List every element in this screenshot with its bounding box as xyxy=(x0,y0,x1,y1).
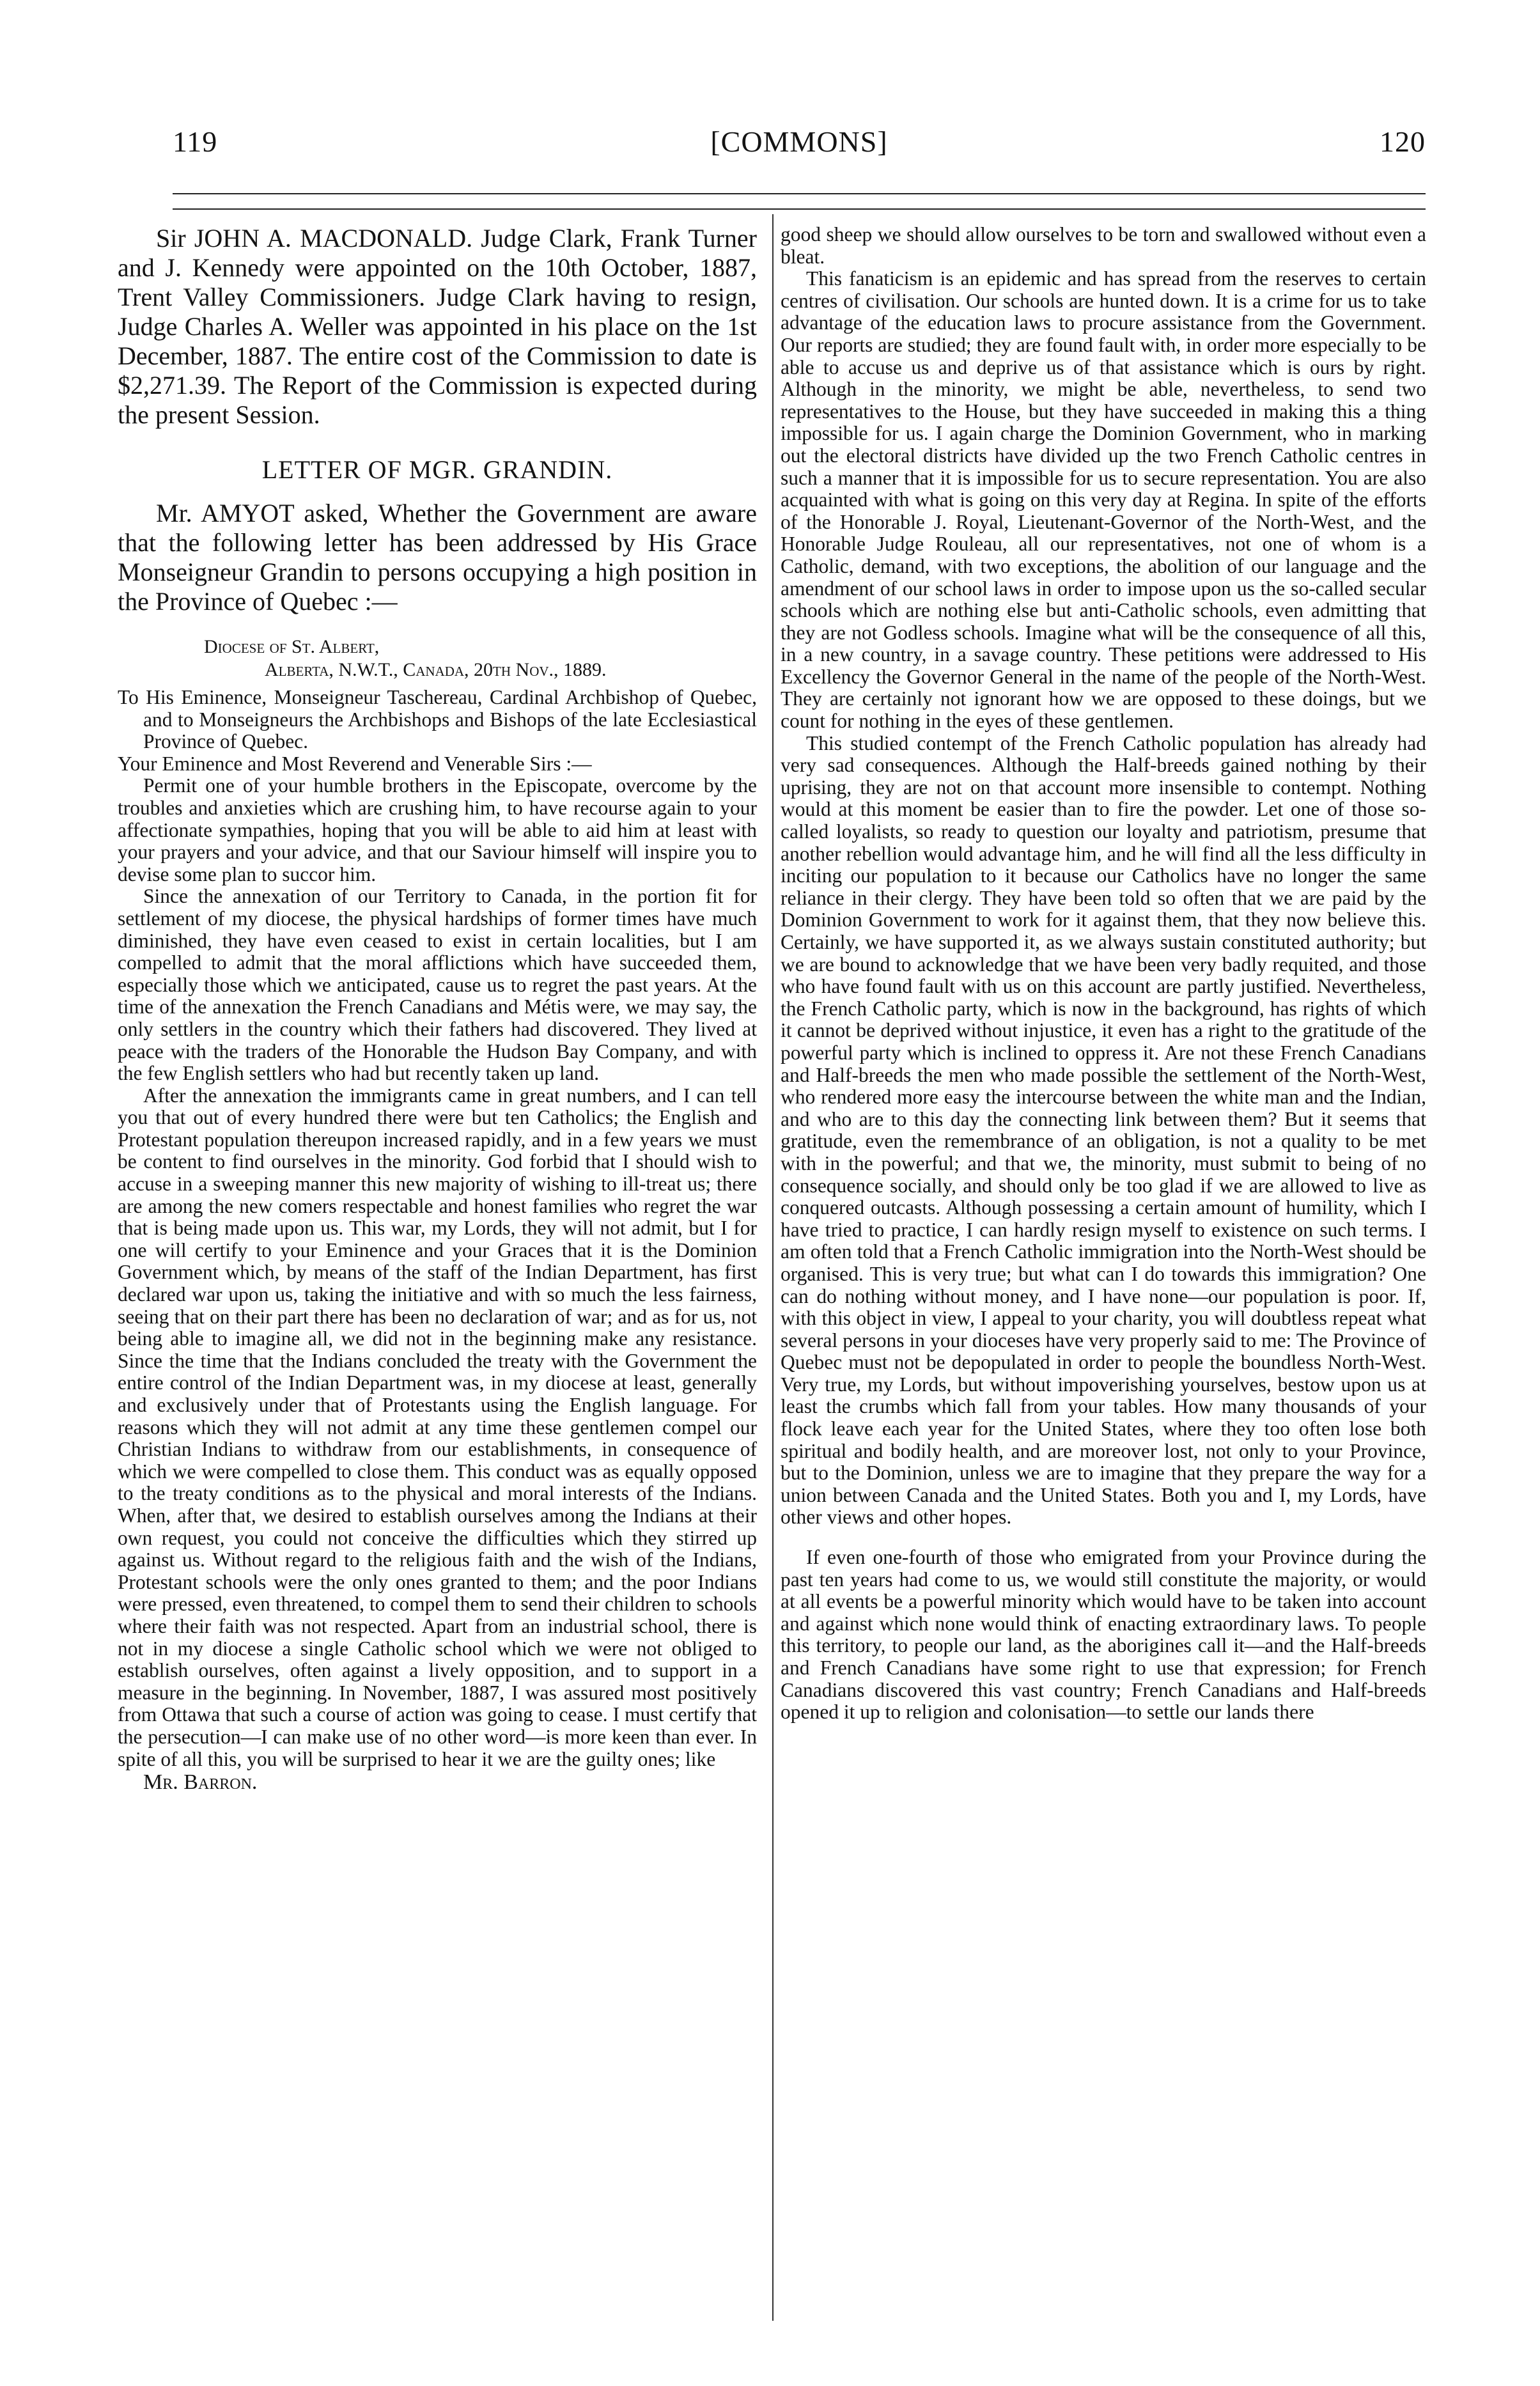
amyot-question: Mr. AMYOT asked, Whether the Government are aware that the following letter has been addressed by His Grace Monseigneur Grandin to persons occupying a high position in the Province of Quebec :— xyxy=(118,499,757,616)
letter-paragraph: This studied contempt of the French Catholic population has already had very sad consequences. Although the Half-breeds gained nothing by their uprising, they are not on that account more insensible to contempt. Nothing would at this moment be easier than to fire the powder. Let one of those so-called loyalists, so ready to question our loyalty and patriotism, presume that another rebellion would advantage him, and he will find all the less difficulty in inciting our population to it because our Catholics have no longer the same reliance in their clergy. They have been told so often that we are paid by the Dominion Government to work for it against them, that they now believe this. Certainly, we have supported it, as we always sustain constituted authority; but we are bound to acknowledge that we have been very badly requited, and those who have found fault with us on this account are partly justified. Nevertheless, the French Catholic party, which is now in the background, has rights of which it cannot be deprived without injustice, it even has a right to the gratitude of the powerful party which is inclined to oppress it. Are not these French Canadians and Half-breeds the men who made possible the settlement of the North-West, who rendered more easy the intercourse between the white man and the Indian, and who are to this day the connecting link between them? But it seems that gratitude, even the remembrance of an obligation, is not a quality to be met with in the powerful; and that we, the minority, must submit to being of no consequence socially, and should only be too glad if we are allowed to live as conquered outcasts. Although possessing a certain amount of humility, which I have tried to practice, I can hardly resign myself to existence on such terms. I am often told that a French Catholic immigration into the North-West should be organised. This is very true; but what can I do towards this immigration? One can do nothing without money, and I have none—our population is poor. If, with this object in view, I appeal to your charity, you will doubtless repeat what several persons in your dioceses have very properly said to me: The Province of Quebec must not be depopulated in order to people the boundless North-West. Very true, my Lords, but without impoverishing yourselves, bestow upon us at least the crumbs which fall from your tables. How many thousands of your flock leave each year for the United States, where they too often lose both spiritual and bodily health, and are moreover lost, not only to your Province, but to the Dominion, unless we are to imagine that they prepare the way for a union between Canada and the United States. Both you and I, my Lords, have other views and other hopes. xyxy=(781,731,1426,1529)
header-rule-bottom xyxy=(173,208,1426,210)
letter-salutation: Your Eminence and Most Reverend and Venerable Sirs :— xyxy=(118,752,592,775)
letter-paragraph: Permit one of your humble brothers in the Episcopate, overcome by the troubles and anxieties which are crushing him, to have recourse again to your affectionate sympathies, hoping that you will be able to aid him at least with your prayers and your advice, and that our Saviour himself will inspire you to devise some plan to succor him. xyxy=(118,774,757,885)
letter-dateline xyxy=(118,635,757,682)
running-head: [COMMONS] xyxy=(710,125,888,158)
letter-addressee: To His Eminence, Monseigneur Taschereau, Cardinal Archbishop of Quebec, and to Monseigneurs the Archbishops and Bishops of the late Ecclesiastical Province of Quebec. xyxy=(118,686,757,753)
page-header xyxy=(173,125,1426,176)
dateline-place-date: Alberta, N.W.T., Canada, 20th Nov., 1889. xyxy=(265,659,607,680)
header-rule-top xyxy=(173,193,1426,194)
letter-continuation xyxy=(781,224,1426,1724)
left-column xyxy=(118,224,757,1795)
paragraph-gap xyxy=(781,1529,1426,1547)
right-column xyxy=(781,224,1426,1724)
page-number-left: 119 xyxy=(173,125,218,158)
column-divider xyxy=(772,214,774,2321)
macdonald-answer: Sir JOHN A. MACDONALD. Judge Clark, Frank Turner and J. Kennedy were appointed on the 10th October, 1887, Trent Valley Commissioners. Judge Clark having to resign, Judge Charles A. Weller was appointed in his place on the 1st December, 1887. The entire cost of the Commission to date is $2,271.39. The Report of the Commission is expected during the present Session. xyxy=(118,224,757,429)
letter-body xyxy=(118,687,757,1770)
speaker-footer: Mr. Barron. xyxy=(143,1770,258,1795)
section-heading: LETTER OF MGR. GRANDIN. xyxy=(261,455,613,484)
dateline-diocese: Diocese of St. Albert, xyxy=(204,636,380,657)
letter-paragraph: good sheep we should allow ourselves to be torn and swallowed without even a bleat. xyxy=(781,223,1426,268)
answer-block xyxy=(118,224,757,616)
letter-paragraph: Since the annexation of our Territory to Canada, in the portion fit for settlement of my diocese, the physical hardships of former times have much diminished, they have even ceased to exist in certain localities, but I am compelled to admit that the moral afflictions which have succeeded them, especially those which we anticipated, cause us to regret the past years. At the time of the annexation the French Canadians and Métis were, we may say, the only settlers in the country which their fathers had discovered. They lived at peace with the traders of the Honorable the Hudson Bay Company, and with the few English settlers who had but recently taken up land. xyxy=(118,885,757,1085)
page-number-right: 120 xyxy=(1380,125,1426,158)
letter-paragraph: After the annexation the immigrants came in great numbers, and I can tell you that out of every hundred there were but ten Catholics; the English and Protestant population thereupon increased rapidly, and in a few years we must be content to find ourselves in the minority. God forbid that I should wish to accuse in a sweeping manner this new majority of wishing to ill-treat us; there are among the new comers respectable and honest families who regret the war that is being made upon us. This war, my Lords, they will not admit, but I for one will certify to your Eminence and your Graces that it is the Dominion Government which, by means of the staff of the Indian Department, has first declared war upon us, taking the initiative and with so much the less fairness, seeing that on their part there has been no declaration of war; and as for us, not being able to imagine all, we did not in the beginning make any resistance. Since the time that the Indians concluded the treaty with the Government the entire control of the Indian Department was, in my diocese at least, generally and exclusively under that of Protestants using the English language. For reasons which they will not admit at any time these gentlemen compel our Christian Indians to withdraw from our establishments, in consequence of which we were compelled to close them. This conduct was as equally opposed to the treaty conditions as to the physical and moral interests of the Indians. When, after that, we desired to establish ourselves among the Indians at their own request, you could not conceive the difficulties which they stirred up against us. Without regard to the religious faith and the wish of the Indians, Protestant schools were the only ones granted to them; and the poor Indians were pressed, even threatened, to compel them to send their children to schools where their faith was not respected. Apart from an industrial school, there is not in my diocese a single Catholic school which we were not obliged to establish ourselves, often against a lively opposition, and to support in a measure in the beginning. In November, 1887, I was assured most positively from Ottawa that such a course of action was going to cease. I must certify that the persecution—I can make use of no other word—is more keen than ever. In spite of all this, you will be surprised to hear it we are the guilty ones; like xyxy=(118,1084,757,1770)
letter-paragraph: If even one-fourth of those who emigrated from your Province during the past ten years had come to us, we would still constitute the majority, or would at all events be a powerful minority which would have to be taken into account and against which none would think of enacting extraordinary laws. To people this territory, to people our land, as the aborigines call it—and the Half-breeds and French Canadians have some right to use that expression; for French Canadians discovered this vast country; French Canadians and Half-breeds opened it up to religion and colonisation—to settle our lands there xyxy=(781,1546,1426,1724)
letter-paragraph: This fanaticism is an epidemic and has spread from the reserves to certain centres of civilisation. Our schools are hunted down. It is a crime for us to take advantage of the education laws to procure assistance from the Government. Our reports are studied; they are found fault with, in order more especially to be able to accuse us and deprive us of that assistance which is ours by right. Although in the minority, we might be able, nevertheless, to send two representatives to the House, but they have succeeded in making this a thing impossible for us. I again charge the Dominion Government, who in marking out the electoral districts have divided up the two French Catholic centres in such a manner that it is impossible for us to secure representation. You are also acquainted with what is going on this very day at Regina. In spite of the efforts of the Honorable J. Royal, Lieutenant-Governor of the North-West, and the Honorable Judge Rouleau, all our representatives, not one of whom is a Catholic, demand, with two exceptions, the abolition of our language and the amendment of our school laws in order to impose upon us the so-called secular schools which are nothing else but anti-Catholic schools, even admitting that they are not Godless schools. Imagine what will be the consequence of all this, in a new country, in a savage country. These petitions were addressed to His Excellency the Governor General in the name of the people of the North-West. They are certainly not ignorant how we are opposed to these doings, but we count for nothing in the eyes of these gentlemen. xyxy=(781,267,1426,733)
